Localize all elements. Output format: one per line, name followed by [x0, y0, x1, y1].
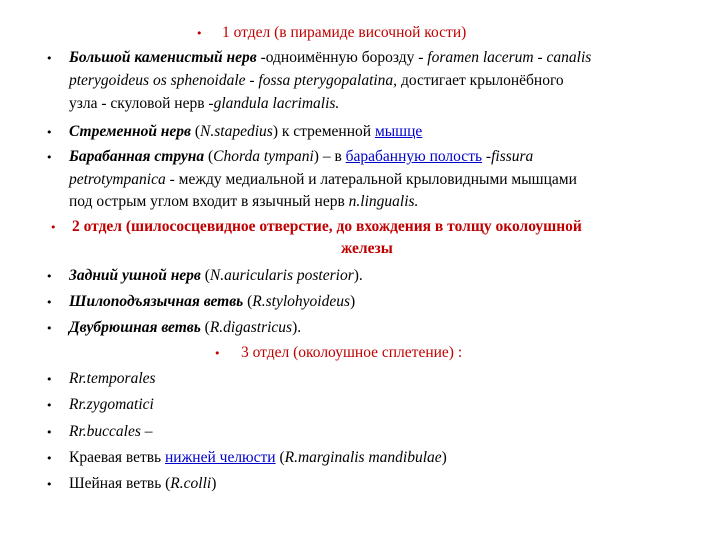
list-item-marginal-mandibular-branch	[69, 449, 447, 467]
item-text: под острым углом входит в язычный нерв	[69, 193, 349, 210]
latin-term: R.digastricus	[209, 319, 293, 336]
list-item-temporal-branches: Rr.temporales	[69, 370, 156, 387]
bullet-icon: •	[46, 426, 53, 439]
bullet-icon: •	[46, 270, 53, 283]
item-text: (	[200, 267, 210, 284]
item-text: ) к стременной	[272, 123, 375, 140]
list-item-continuation	[69, 95, 339, 113]
latin-term: R.stylohyoideus	[252, 293, 350, 310]
bullet-icon: •	[46, 151, 53, 164]
list-item-digastric-branch	[69, 319, 301, 337]
item-text: -одноимённую борозду -	[256, 49, 428, 66]
latin-term: glandula lacrimalis.	[213, 95, 340, 112]
section-heading-2-continuation: железы	[341, 240, 393, 257]
item-text: достигает крылонёбного	[397, 72, 564, 89]
nerve-name: Задний ушной нерв	[69, 267, 201, 284]
heading-bullet: •	[50, 221, 57, 234]
latin-term: N.auricularis posterior	[209, 267, 354, 284]
latin-term: R.marginalis mandibulae	[284, 449, 442, 466]
nerve-name: Двубрюшная ветвь	[69, 319, 201, 336]
link-muscle[interactable]: мышце	[374, 123, 423, 140]
item-text: узла - скуловой нерв -	[69, 95, 214, 112]
list-item-continuation	[69, 72, 564, 90]
latin-term: N.stapedius	[200, 123, 273, 140]
section-heading-2: 2 отдел (шилососцевидное отверстие, до вхождения в толщу околоушной	[72, 218, 582, 235]
nerve-name: Большой каменистый нерв	[69, 49, 257, 66]
item-text: -	[482, 148, 492, 165]
nerve-name: Шилоподъязычная ветвь	[69, 293, 244, 310]
latin-term: pterygoideus os sphenoidale - fossa pterygopalatina,	[69, 72, 398, 89]
nerve-name: Стременной нерв	[69, 123, 191, 140]
link-mandible[interactable]: нижней челюсти	[165, 449, 276, 466]
latin-term: n.lingualis.	[348, 193, 419, 210]
bullet-icon: •	[46, 373, 53, 386]
bullet-icon: •	[46, 126, 53, 139]
list-item-cervical-branch	[69, 475, 216, 493]
bullet-icon: •	[46, 296, 53, 309]
latin-term: petrotympanica	[69, 171, 166, 188]
list-item-stapedius-nerve	[69, 123, 422, 141]
item-text: (	[275, 449, 285, 466]
list-item-stylohyoid-branch	[69, 293, 355, 311]
list-item-chorda-tympani	[69, 148, 533, 166]
item-text: - между медиальной и латеральной крыловидными мышцами	[165, 171, 577, 188]
list-item-continuation	[69, 171, 577, 189]
list-item-continuation	[69, 193, 418, 211]
nerve-name: Барабанная струна	[69, 148, 205, 165]
link-tympanic-cavity[interactable]: барабанную полость	[345, 148, 483, 165]
item-text: –	[140, 423, 153, 440]
bullet-icon: •	[46, 52, 53, 65]
item-text: (	[204, 148, 214, 165]
section-heading-1: 1 отдел (в пирамиде височной кости)	[222, 24, 467, 41]
item-text: (	[190, 123, 201, 140]
heading-bullet: •	[196, 27, 203, 40]
heading-bullet: •	[214, 347, 221, 360]
item-text: )	[441, 449, 447, 466]
bullet-icon: •	[46, 322, 53, 335]
item-text: Краевая ветвь	[69, 449, 165, 466]
item-text: ).	[292, 319, 302, 336]
latin-term: Rr.buccales	[69, 423, 141, 440]
list-item-greater-petrosal-nerve	[69, 49, 591, 67]
item-text: ).	[353, 267, 363, 284]
latin-term: R.colli	[170, 475, 212, 492]
latin-term: fissura	[491, 148, 534, 165]
latin-term: foramen lacerum - canalis	[427, 49, 592, 66]
item-text: (	[200, 319, 210, 336]
bullet-icon: •	[46, 452, 53, 465]
section-heading-3: 3 отдел (околоушное сплетение) :	[241, 344, 463, 361]
bullet-icon: •	[46, 399, 53, 412]
bullet-icon: •	[46, 478, 53, 491]
item-text: )	[349, 293, 356, 310]
item-text: ) – в	[313, 148, 346, 165]
item-text: Шейная ветвь (	[69, 475, 171, 492]
latin-term: Chorda tympani	[213, 148, 314, 165]
item-text: )	[211, 475, 217, 492]
list-item-buccal-branches	[69, 423, 153, 441]
list-item-posterior-auricular-nerve	[69, 267, 363, 285]
list-item-zygomatic-branches: Rr.zygomatici	[69, 396, 154, 413]
item-text: (	[243, 293, 253, 310]
